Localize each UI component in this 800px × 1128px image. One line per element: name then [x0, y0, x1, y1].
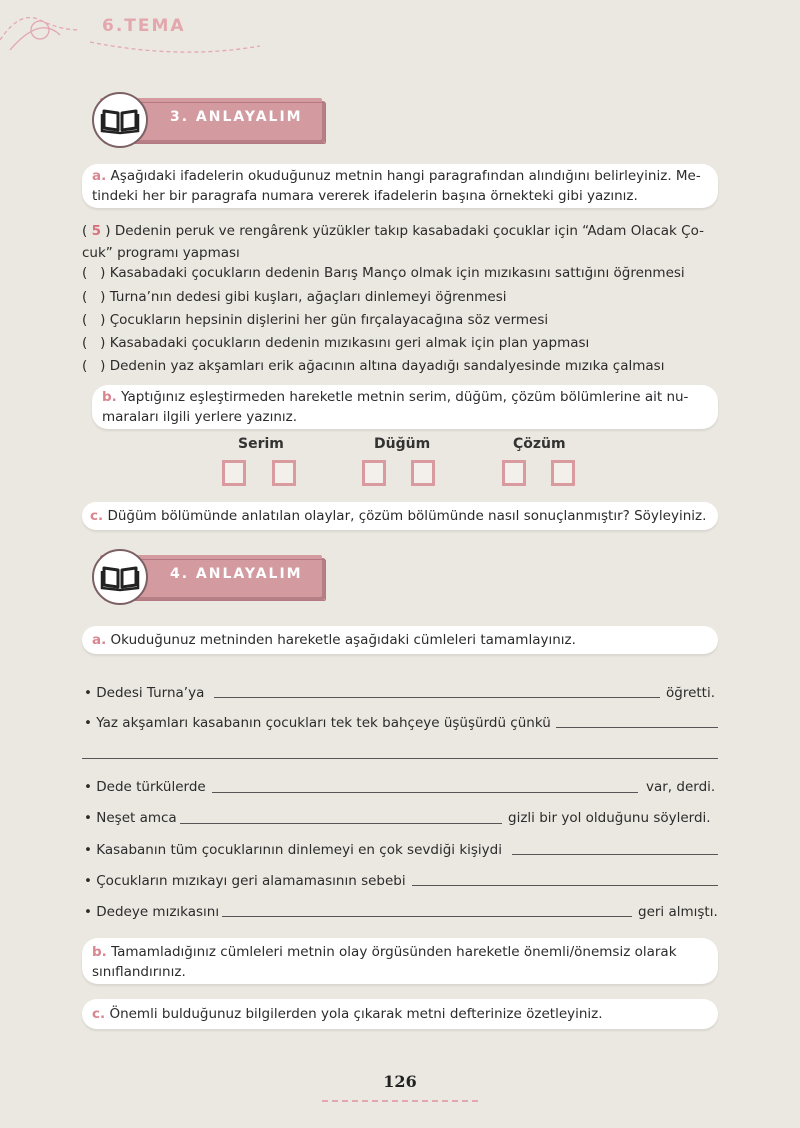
section-4-title: 4. ANLAYALIM [170, 566, 303, 582]
answer-line-2[interactable] [556, 727, 718, 728]
fill-sentence-1: • Dedesi Turna’ya [84, 685, 205, 701]
cozum-answer-box[interactable] [502, 460, 526, 486]
list-item: ( ) Dedenin yaz akşamları erik ağacının altına dayadığı sandalyesinde mızıka çalması [82, 358, 665, 374]
cozum-answer-box[interactable] [551, 460, 575, 486]
serim-label: Serim [238, 436, 284, 452]
fill-sentence-4: • Neşet amca [84, 810, 177, 826]
fill-sentence-6: • Çocukların mızıkayı geri alamamasının sebebi [84, 873, 406, 889]
theme-title: 6.TEMA [102, 16, 186, 36]
dugum-answer-box[interactable] [362, 460, 386, 486]
fill-sentence-7-end: geri almıştı. [638, 904, 718, 920]
question-4a: a. Okuduğunuz metninden hareketle aşağıdaki cümleleri tamamlayınız. [92, 632, 576, 648]
page-number: 126 [383, 1072, 417, 1091]
list-item: ( ) Turna’nın dedesi gibi kuşları, ağaçları dinlemeyi öğrenmesi [82, 289, 507, 305]
open-book-icon [92, 549, 148, 605]
fill-sentence-1-end: öğretti. [666, 685, 716, 701]
list-item: ( ) Çocukların hepsinin dişlerini her gün fırçalayacağına söz vermesi [82, 312, 549, 328]
question-3b: b. Yaptığınız eşleştirmeden hareketle metnin serim, düğüm, çözüm bölümlerine ait nu- maraları ilgili yerlere yazınız. [102, 389, 689, 425]
fill-sentence-4-end: gizli bir yol olduğunu söylerdi. [508, 810, 711, 826]
cozum-label: Çözüm [513, 436, 566, 452]
fill-sentence-5: • Kasabanın tüm çocuklarının dinlemeyi en çok sevdiği kişiydi [84, 842, 502, 858]
section-3-badge [86, 90, 326, 150]
open-book-icon [92, 92, 148, 148]
question-4c: c. Önemli bulduğunuz bilgilerden yola çıkarak metni defterinize özetleyiniz. [92, 1006, 603, 1022]
list-item: ( ) Kasabadaki çocukların dedenin Barış Manço olmak için mızıkasını sattığını öğrenmesi [82, 265, 685, 281]
answer-line-1[interactable] [214, 697, 660, 698]
dugum-label: Düğüm [374, 436, 431, 452]
list-item: ( ) Kasabadaki çocukların dedenin mızıkasını geri almak için plan yapması [82, 335, 590, 351]
serim-answer-box[interactable] [272, 460, 296, 486]
question-3a: a. Aşağıdaki ifadelerin okuduğunuz metnin hangi paragrafından alındığını belirleyiniz. Me- tindeki her bir paragrafa numara vererek ifadelerin başına örnekteki gibi yazınız. [92, 168, 701, 204]
fill-sentence-3-end: var, derdi. [646, 779, 716, 795]
answer-line-2b[interactable] [82, 758, 718, 759]
answer-line-7[interactable] [222, 916, 632, 917]
list-item: ( 5 ) Dedenin peruk ve rengârenk yüzükler takıp kasabadaki çocuklar için “Adam Olacak Ço- cuk” programı yapması [82, 223, 704, 261]
section-4-badge [86, 547, 326, 607]
fill-sentence-3: • Dede türkülerde [84, 779, 206, 795]
answer-line-5[interactable] [512, 854, 718, 855]
fill-sentence-2: • Yaz akşamları kasabanın çocukları tek tek bahçeye üşüşürdü çünkü [84, 715, 551, 731]
dugum-answer-box[interactable] [411, 460, 435, 486]
answer-line-6[interactable] [412, 885, 718, 886]
footer-decoration [322, 1100, 478, 1102]
answer-line-4[interactable] [180, 823, 502, 824]
question-3c: c. Düğüm bölümünde anlatılan olaylar, çözüm bölümünde nasıl sonuçlanmıştır? Söyleyiniz. [90, 508, 707, 524]
question-4b: b. Tamamladığınız cümleleri metnin olay örgüsünden hareketle önemli/önemsiz olarak sınıflandırınız. [92, 944, 677, 980]
answer-line-3[interactable] [212, 792, 638, 793]
serim-answer-box[interactable] [222, 460, 246, 486]
fill-sentence-7: • Dedeye mızıkasını [84, 904, 220, 920]
section-3-title: 3. ANLAYALIM [170, 109, 303, 125]
